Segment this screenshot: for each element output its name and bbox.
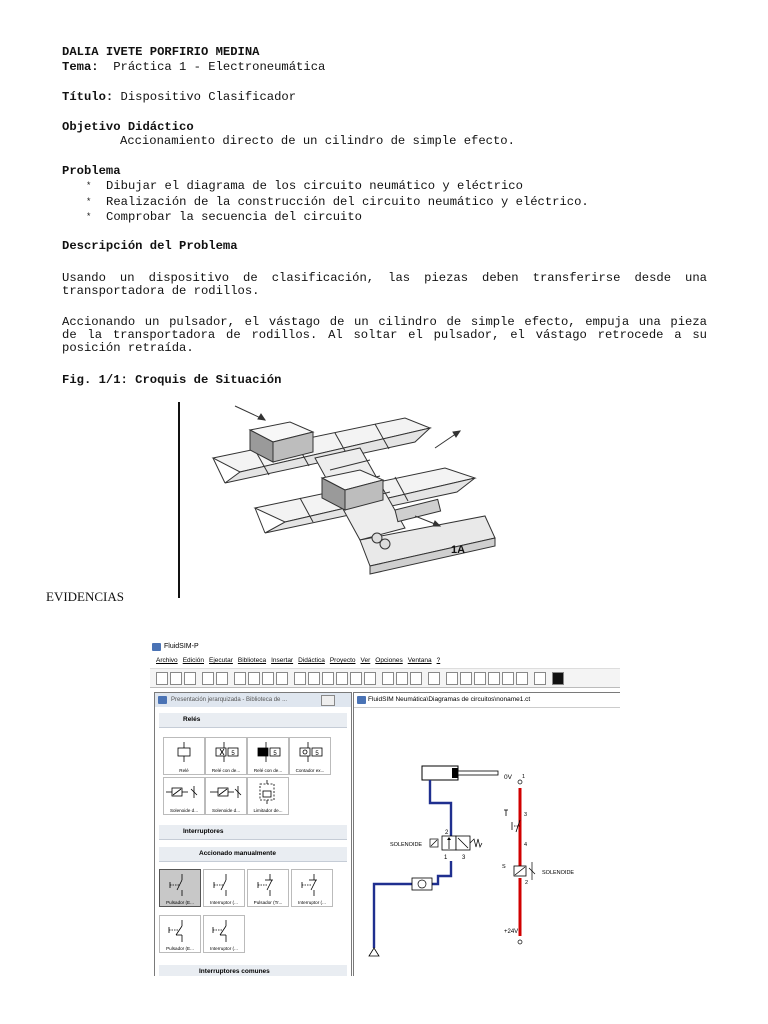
align-middle-icon[interactable] <box>350 672 362 685</box>
app-title: FluidSIM-P <box>164 643 199 650</box>
app-titlebar <box>150 640 620 654</box>
rotate-icon[interactable] <box>382 672 394 685</box>
menu-archivo[interactable]: Archivo <box>156 657 178 664</box>
menu-proyecto[interactable]: Proyecto <box>329 657 356 664</box>
print-icon[interactable] <box>216 672 228 685</box>
descripcion-p2-line3: posición retraída. <box>62 341 194 355</box>
library-pane-title <box>155 693 351 707</box>
zoom-window-icon[interactable] <box>460 672 472 685</box>
tile-label: Pulsador (E... <box>166 900 194 905</box>
tema-line <box>62 61 325 74</box>
library-pane <box>154 692 352 976</box>
align-center-icon[interactable] <box>308 672 320 685</box>
situation-sketch <box>195 398 515 583</box>
zoom-all-icon[interactable] <box>488 672 500 685</box>
objetivo-text: Accionamiento directo de un cilindro de simple efecto. <box>120 134 515 148</box>
diagram-title: FluidSIM Neumática\Diagramas de circuitos\noname1.ct <box>368 696 531 703</box>
label-0v: 0V <box>504 774 512 781</box>
label-24v: +24V <box>504 929 519 935</box>
objetivo-heading: Objetivo Didáctico <box>62 120 194 134</box>
fluidsim-screenshot <box>150 640 620 976</box>
align-right-icon[interactable] <box>322 672 334 685</box>
library-icon <box>158 696 167 704</box>
tile-rele[interactable] <box>163 737 205 775</box>
tile-label: Interruptor (... <box>210 946 238 951</box>
menu-edicion[interactable]: Edición <box>182 657 205 664</box>
valve-spring-icon <box>470 839 482 847</box>
tile-label: Pulsador (E... <box>166 946 194 951</box>
problema-item: Realización de la construcción del circuito neumático y eléctrico. <box>106 195 589 209</box>
menu-insertar[interactable]: Insertar <box>271 657 294 664</box>
problema-heading: Problema <box>62 164 121 178</box>
tile-label: Limitador de... <box>253 808 283 813</box>
menu-didactica[interactable]: Didáctica <box>298 657 325 664</box>
preview-icon[interactable] <box>202 672 214 685</box>
undo-icon[interactable] <box>234 672 246 685</box>
figure-caption: Fig. 1/1: Croquis de Situación <box>62 373 282 387</box>
category-reles[interactable] <box>159 713 347 728</box>
pneumatic-supply-line <box>374 884 412 948</box>
tile-label: Interruptor (... <box>210 900 238 905</box>
menu-ejecutar[interactable]: Ejecutar <box>209 657 233 664</box>
problema-item: Dibujar el diagrama de los circuito neumático y eléctrico <box>106 179 523 193</box>
tile-limitador[interactable] <box>247 777 289 815</box>
tile-rele-desconexion[interactable] <box>205 737 247 775</box>
tile-interruptor-3[interactable] <box>203 915 245 953</box>
diagram-pane <box>353 692 620 976</box>
valve-port-1: 1 <box>444 855 448 861</box>
zoom-in-icon[interactable] <box>502 672 514 685</box>
solenoid-label-right: SOLENOIDE <box>542 870 575 876</box>
node-4: 4 <box>524 842 528 848</box>
figure-divider <box>178 402 180 598</box>
terminal-24v <box>518 940 522 944</box>
align-bottom-icon[interactable] <box>364 672 376 685</box>
stop-icon[interactable] <box>552 672 564 685</box>
category-interruptores-comunes[interactable] <box>159 965 347 976</box>
author-name: DALIA IVETE PORFIRIO MEDINA <box>62 45 260 59</box>
toolbar <box>150 668 620 688</box>
titulo-line <box>62 91 296 104</box>
tile-label: Relé con de... <box>211 768 241 773</box>
check-icon[interactable] <box>534 672 546 685</box>
tile-interruptor-1[interactable] <box>203 869 245 907</box>
category-label: Accionado manualmente <box>199 850 276 857</box>
fluidsim-icon <box>152 643 161 651</box>
node-1: 1 <box>522 774 526 780</box>
library-title: Presentación jerarquizada - Biblioteca de ... <box>171 697 288 703</box>
tile-label: Solenoide d... <box>211 808 241 813</box>
cut-icon[interactable] <box>248 672 260 685</box>
bullet-glyph: * <box>86 212 92 222</box>
delete-icon[interactable] <box>428 672 440 685</box>
descripcion-p1-line1: Usando un dispositivo de clasificación, las piezas deben transferirse desde una <box>62 271 707 285</box>
tema-label: Tema: <box>62 60 99 74</box>
solenoid-label-left: SOLENOIDE <box>390 842 423 848</box>
tile-label: Relé <box>179 768 189 773</box>
tile-label: Relé con de... <box>253 768 283 773</box>
titulo-label: Título: <box>62 90 114 104</box>
bullet-glyph: * <box>86 181 92 191</box>
category-label: Interruptores comunes <box>199 968 270 975</box>
relay-counter-value: 5 <box>315 751 319 757</box>
align-left-icon[interactable] <box>294 672 306 685</box>
tile-rele-conexion[interactable] <box>247 737 289 775</box>
category-label: Interruptores <box>183 828 224 835</box>
node-3: 3 <box>524 812 528 818</box>
menu-bar <box>150 654 620 667</box>
problema-item: Comprobar la secuencia del circuito <box>106 210 362 224</box>
zoom-out-icon[interactable] <box>516 672 528 685</box>
descripcion-heading: Descripción del Problema <box>62 239 238 253</box>
diagram-icon <box>357 696 366 704</box>
pneumatic-line-upper <box>430 780 451 836</box>
open-file-icon[interactable] <box>170 672 182 685</box>
exhaust-icon <box>369 948 379 956</box>
tema-value: Práctica 1 - Electroneumática <box>113 60 326 74</box>
category-interruptores[interactable] <box>159 825 347 840</box>
zoom-fit-icon[interactable] <box>446 672 458 685</box>
menu-ver[interactable]: Ver <box>360 657 371 664</box>
titulo-value: Dispositivo Clasificador <box>120 90 297 104</box>
menu-opciones[interactable]: Opciones <box>375 657 403 664</box>
minimize-button[interactable] <box>321 695 335 706</box>
new-file-icon[interactable] <box>156 672 168 685</box>
descripcion-p1-line2: transportadora de rodillos. <box>62 284 260 298</box>
diagram-pane-title <box>354 693 620 708</box>
tile-pulsador-tr[interactable] <box>247 869 289 907</box>
tile-label: Solenoide d... <box>169 808 199 813</box>
paste-icon[interactable] <box>276 672 288 685</box>
menu-biblioteca[interactable]: Biblioteca <box>237 657 267 664</box>
circuit-diagram <box>354 708 620 976</box>
tile-solenoide-2[interactable] <box>205 777 247 815</box>
tile-pulsador-2[interactable] <box>159 915 201 953</box>
tile-contador[interactable] <box>289 737 331 775</box>
cylinder-piston <box>452 768 458 778</box>
tile-pulsador-selected[interactable] <box>159 869 201 907</box>
tile-label: Contador ex... <box>295 768 325 773</box>
tile-label: Interruptor (... <box>298 900 326 905</box>
relay-counter-value: 5 <box>273 751 277 757</box>
terminal-0v <box>518 780 522 784</box>
descripcion-p2-line2: de la transportadora de rodillos. Al soltar el pulsador, el vástago retrocede a su <box>62 328 707 342</box>
category-accionado-manualmente[interactable] <box>159 847 347 862</box>
node-2: 2 <box>525 880 529 886</box>
zoom-previous-icon[interactable] <box>474 672 486 685</box>
descripcion-p2-line1: Accionando un pulsador, el vástago de un cilindro de simple efecto, empuja una pieza <box>62 315 707 329</box>
relay-counter-value: 5 <box>231 751 235 757</box>
align-top-icon[interactable] <box>336 672 348 685</box>
tile-label: Pulsador (Tr... <box>253 900 283 905</box>
evidencias-label: EVIDENCIAS <box>46 589 124 604</box>
coil-s-label: S <box>502 864 506 870</box>
mirror-icon[interactable] <box>396 672 408 685</box>
valve-port-3: 3 <box>462 855 466 861</box>
cylinder-label-1a: 1A <box>451 544 466 556</box>
save-icon[interactable] <box>184 672 196 685</box>
grid-icon[interactable] <box>410 672 422 685</box>
valve-port-2: 2 <box>445 830 449 836</box>
menu-ventana[interactable]: Ventana <box>407 657 432 664</box>
cylinder-rod <box>458 771 498 775</box>
tile-solenoide-1[interactable] <box>163 777 205 815</box>
menu-help[interactable]: ? <box>436 657 441 664</box>
bullet-glyph: * <box>86 197 92 207</box>
pushbutton-symbol[interactable] <box>504 810 520 832</box>
copy-icon[interactable] <box>262 672 274 685</box>
tile-interruptor-2[interactable] <box>291 869 333 907</box>
category-label: Relés <box>183 716 201 723</box>
